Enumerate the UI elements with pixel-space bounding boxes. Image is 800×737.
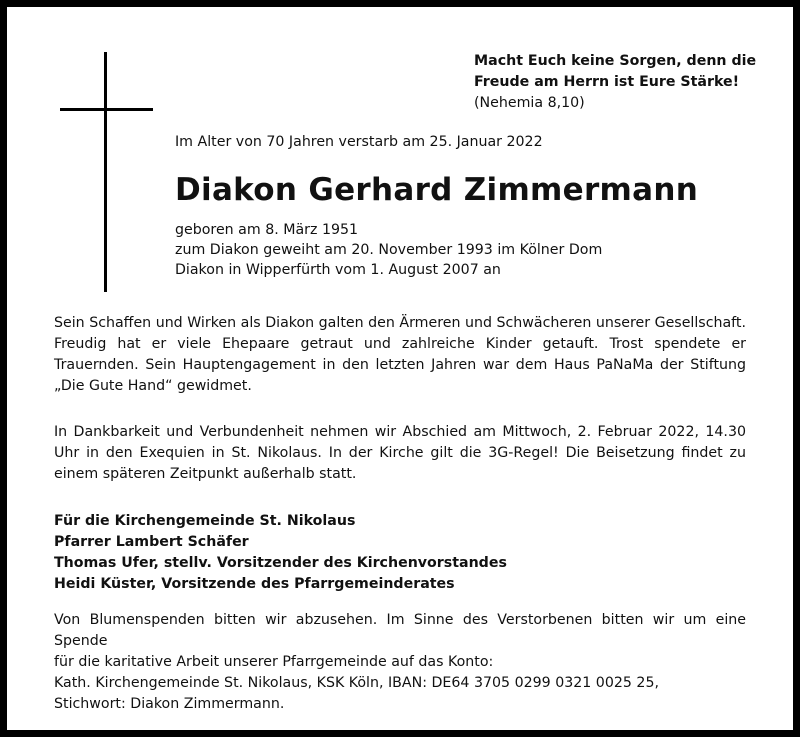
bank-details: Kath. Kirchengemeinde St. Nikolaus, KSK Köln, IBAN: DE64 3705 0299 0321 0025 25, [54,675,659,691]
signer-pastor: Pfarrer Lambert Schäfer [54,534,249,550]
donation-keyword: Stichwort: Diakon Zimmermann. [54,696,285,712]
cross-icon-horizontal [60,108,153,111]
tribute-paragraph: Sein Schaffen und Wirken als Diakon galten den Ärmeren und Schwächeren unserer Gesellschaft. Freudig hat er viele Ehepaare getraut und zahlreiche Kinder getauft. Trost spendete er Trauernden. Sein Hauptengagement in den letzten Jahren war dem Haus PaNaMa der Stiftung „Die Gute Hand“ gewidmet. [54,315,746,394]
service-start: Diakon in Wipperfürth vom 1. August 2007 an [175,262,501,278]
biography-facts [175,220,602,280]
signer-parish: Für die Kirchengemeinde St. Nikolaus [54,513,356,529]
signer-parish-council: Heidi Küster, Vorsitzende des Pfarrgemeinderates [54,576,455,592]
signer-church-board: Thomas Ufer, stellv. Vorsitzender des Kirchenvorstandes [54,555,507,571]
signers-list [54,511,507,595]
quote-reference: (Nehemia 8,10) [474,95,585,111]
cross-icon-vertical [104,52,107,292]
death-announcement: Im Alter von 70 Jahren verstarb am 25. Januar 2022 [175,134,543,150]
donation-line-2: für die karitative Arbeit unserer Pfarrgemeinde auf das Konto: [54,654,494,670]
quote-line-1: Macht Euch keine Sorgen, denn die [474,53,757,69]
donation-note [54,610,746,715]
quote-line-2: Freude am Herrn ist Eure Stärke! [474,74,740,90]
funeral-paragraph: In Dankbarkeit und Verbundenheit nehmen wir Abschied am Mittwoch, 2. Februar 2022, 14.30 Uhr in den Exequien in St. Nikolaus. In der Kirche gilt die 3G-Regel! Die Beisetzung findet zu einem späteren Zeitpunkt außerhalb statt. [54,424,746,482]
birth-date: geboren am 8. März 1951 [175,222,359,238]
bible-quote [474,51,774,114]
deceased-name: Diakon Gerhard Zimmermann [175,172,699,208]
donation-line-1: Von Blumenspenden bitten wir abzusehen. Im Sinne des Verstorbenen bitten wir um eine Spende [54,612,746,649]
ordination-date: zum Diakon geweiht am 20. November 1993 im Kölner Dom [175,242,603,258]
